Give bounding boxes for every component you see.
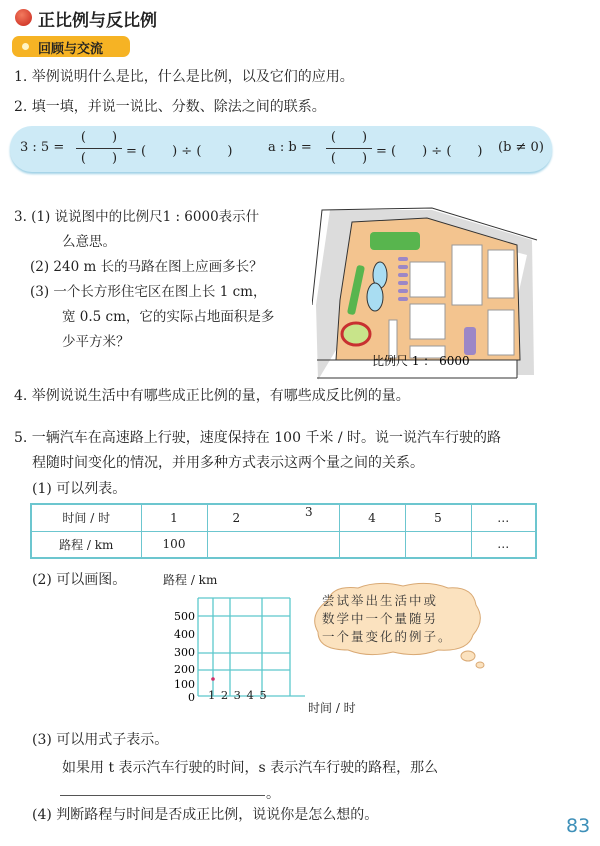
y-tick: 500 [174,610,195,623]
cloud-text: 尝试举出生活中或 数学中一个量随另 一个量变化的例子。 [322,593,453,644]
graph-x-label: 时间 / 时 [308,701,356,715]
x-ticks: 12345 [208,688,273,702]
question-5-part3: (3) 可以用式子表示。 [32,732,169,748]
formula-left-ratio: 3 : 5 = [20,140,65,155]
data-point [211,677,215,681]
table-cell: 3 [305,505,313,519]
y-tick: 0 [188,691,195,704]
ratio-formula-bar [10,126,552,172]
y-tick: 200 [174,663,195,676]
question-5-part2: (2) 可以画图。 [32,572,127,588]
section-bullet-icon [15,9,32,26]
question-5-line2: 程随时间变化的情况，并用多种方式表示这两个量之间的关系。 [32,455,424,471]
fraction-blank[interactable]: ( ) ( ) [76,128,122,169]
question-4: 4. 举例说说生活中有哪些成正比例的量，有哪些成反比例的量。 [14,388,410,404]
badge-dot-icon [22,43,29,50]
question-5-part4: (4) 判断路程与时间是否成正比例，说说你是怎么想的。 [32,807,379,823]
y-tick: 400 [174,628,195,641]
question-5-part3-text: 如果用 t 表示汽车行驶的时间，s 表示汽车行驶的路程，那么 [62,760,439,776]
question-5-line1: 5. 一辆汽车在高速路上行驶，速度保持在 100 千米 / 时。说一说汽车行驶的路 [14,430,502,446]
page-title: 正比例与反比例 [38,11,157,31]
question-5-part1: (1) 可以列表。 [32,481,127,497]
question-1: 1. 举例说明什么是比，什么是比例，以及它们的应用。 [14,69,354,85]
fraction-blank[interactable]: ( ) ( ) [326,128,372,169]
district-map [312,200,552,380]
period: 。 [266,786,280,802]
map-scale-caption: 比例尺 1 ： 6000 [372,354,470,368]
table-row: 时间 / 时 1 2 4 5 … [31,504,536,531]
formula-division-blank[interactable]: = ( ) ÷ ( ) [376,144,483,159]
formula-right-ratio: a : b = [268,140,312,155]
answer-blank[interactable] [60,782,265,796]
distance-time-table [30,503,537,559]
page-number: 83 [566,815,591,837]
section-badge [12,36,130,57]
graph-y-label: 路程 / km [163,573,218,587]
formula-condition: (b ≠ 0) [498,140,544,155]
badge-label: 回顾与交流 [38,42,104,57]
question-3: 3. (1) 说说图中的比例尺1 : 6000表示什 么意思。 (2) 240 m 长的马路在图上应画多长？ (3) 一个长方形住宅区在图上长 1 cm， 宽 0.5 cm，它的实际占地面积是多 少平方米？ [14,209,275,350]
question-2: 2. 填一填，并说一说比、分数、除法之间的联系。 [14,99,326,115]
y-tick: 100 [174,678,195,691]
y-tick: 300 [174,646,195,659]
table-row: 路程 / km 100 … [31,531,536,558]
formula-division-blank[interactable]: = ( ) ÷ ( ) [126,144,233,159]
